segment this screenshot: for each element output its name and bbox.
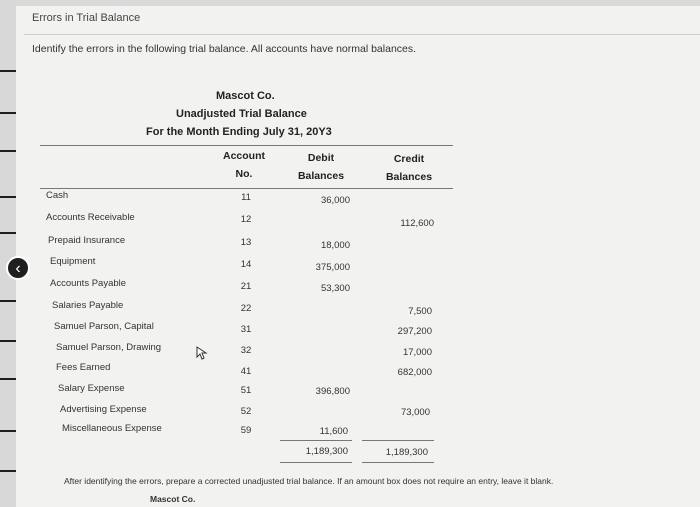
edge-strip [0,340,16,342]
corrected-tb-company: Mascot Co. [150,494,196,504]
account-number: 52 [240,406,252,417]
edge-strip [0,70,16,72]
left-edge-bar [0,0,16,507]
instruction-text: Identify the errors in the following trial balance. All accounts have normal balances. [32,43,417,55]
account-name: Cash [46,190,69,201]
account-number: 59 [240,425,252,436]
col-debit: Debit Balances [297,152,345,182]
page-title: Errors in Trial Balance [32,12,141,24]
account-name: Fees Earned [56,362,111,373]
header-rule-top [40,145,453,146]
chevron-left-icon: ‹ [15,260,21,277]
edge-strip [0,232,16,234]
debit-total: 1,189,300 [305,446,348,457]
edge-strip [0,112,16,114]
credit-total: 1,189,300 [385,447,428,458]
account-number: 14 [240,259,252,270]
debit-value: 36,000 [320,195,350,206]
account-number: 31 [240,324,252,335]
title-divider [24,34,700,35]
footer-instruction: After identifying the errors, prepare a corrected unadjusted trial balance. If an amount box does not require an entry, leave it blank. [64,476,554,486]
credit-total-rule [362,440,434,441]
debit-value: 375,000 [315,262,350,273]
credit-value: 682,000 [397,367,432,378]
debit-value: 53,300 [320,283,350,294]
col-account-no: Account No. [223,150,265,180]
account-number: 22 [240,303,252,314]
credit-value: 7,500 [408,306,432,317]
account-name: Accounts Payable [50,278,127,289]
edge-strip [0,150,16,152]
debit-value: 18,000 [320,240,350,251]
account-number: 32 [240,345,252,356]
account-name: Equipment [50,256,96,267]
account-name: Accounts Receivable [46,212,135,223]
edge-strip [0,196,16,198]
account-number: 13 [240,237,252,248]
account-name: Salaries Payable [52,300,124,311]
account-name: Prepaid Insurance [48,235,126,246]
account-number: 51 [240,385,252,396]
account-number: 11 [241,192,251,203]
edge-strip [0,430,16,432]
edge-strip [0,378,16,380]
edge-strip [0,470,16,472]
credit-value: 17,000 [402,347,432,358]
account-name: Salary Expense [58,383,125,394]
col-credit: Credit Balances [385,153,433,183]
company-name: Mascot Co. [216,90,275,102]
report-period: For the Month Ending July 31, 20Y3 [146,126,332,138]
mouse-cursor-icon [196,346,208,365]
edge-strip [0,300,16,302]
credit-value: 297,200 [397,326,432,337]
report-name: Unadjusted Trial Balance [176,108,307,120]
debit-total-rule [280,440,352,441]
header-rule-bottom [40,188,453,189]
account-name: Miscellaneous Expense [62,423,162,434]
account-number: 41 [240,366,252,377]
debit-value: 11,600 [319,426,348,437]
account-name: Advertising Expense [60,404,147,415]
credit-value: 112,600 [400,218,434,229]
account-name: Samuel Parson, Drawing [56,342,162,353]
credit-total-double-rule [362,462,434,463]
debit-value: 396,800 [315,386,350,397]
credit-value: 73,000 [400,407,430,418]
top-border [16,0,700,6]
account-number: 21 [240,281,252,292]
back-button[interactable] [6,256,30,280]
account-name: Samuel Parson, Capital [54,321,154,332]
account-number: 12 [240,214,252,225]
debit-total-double-rule [280,462,352,463]
